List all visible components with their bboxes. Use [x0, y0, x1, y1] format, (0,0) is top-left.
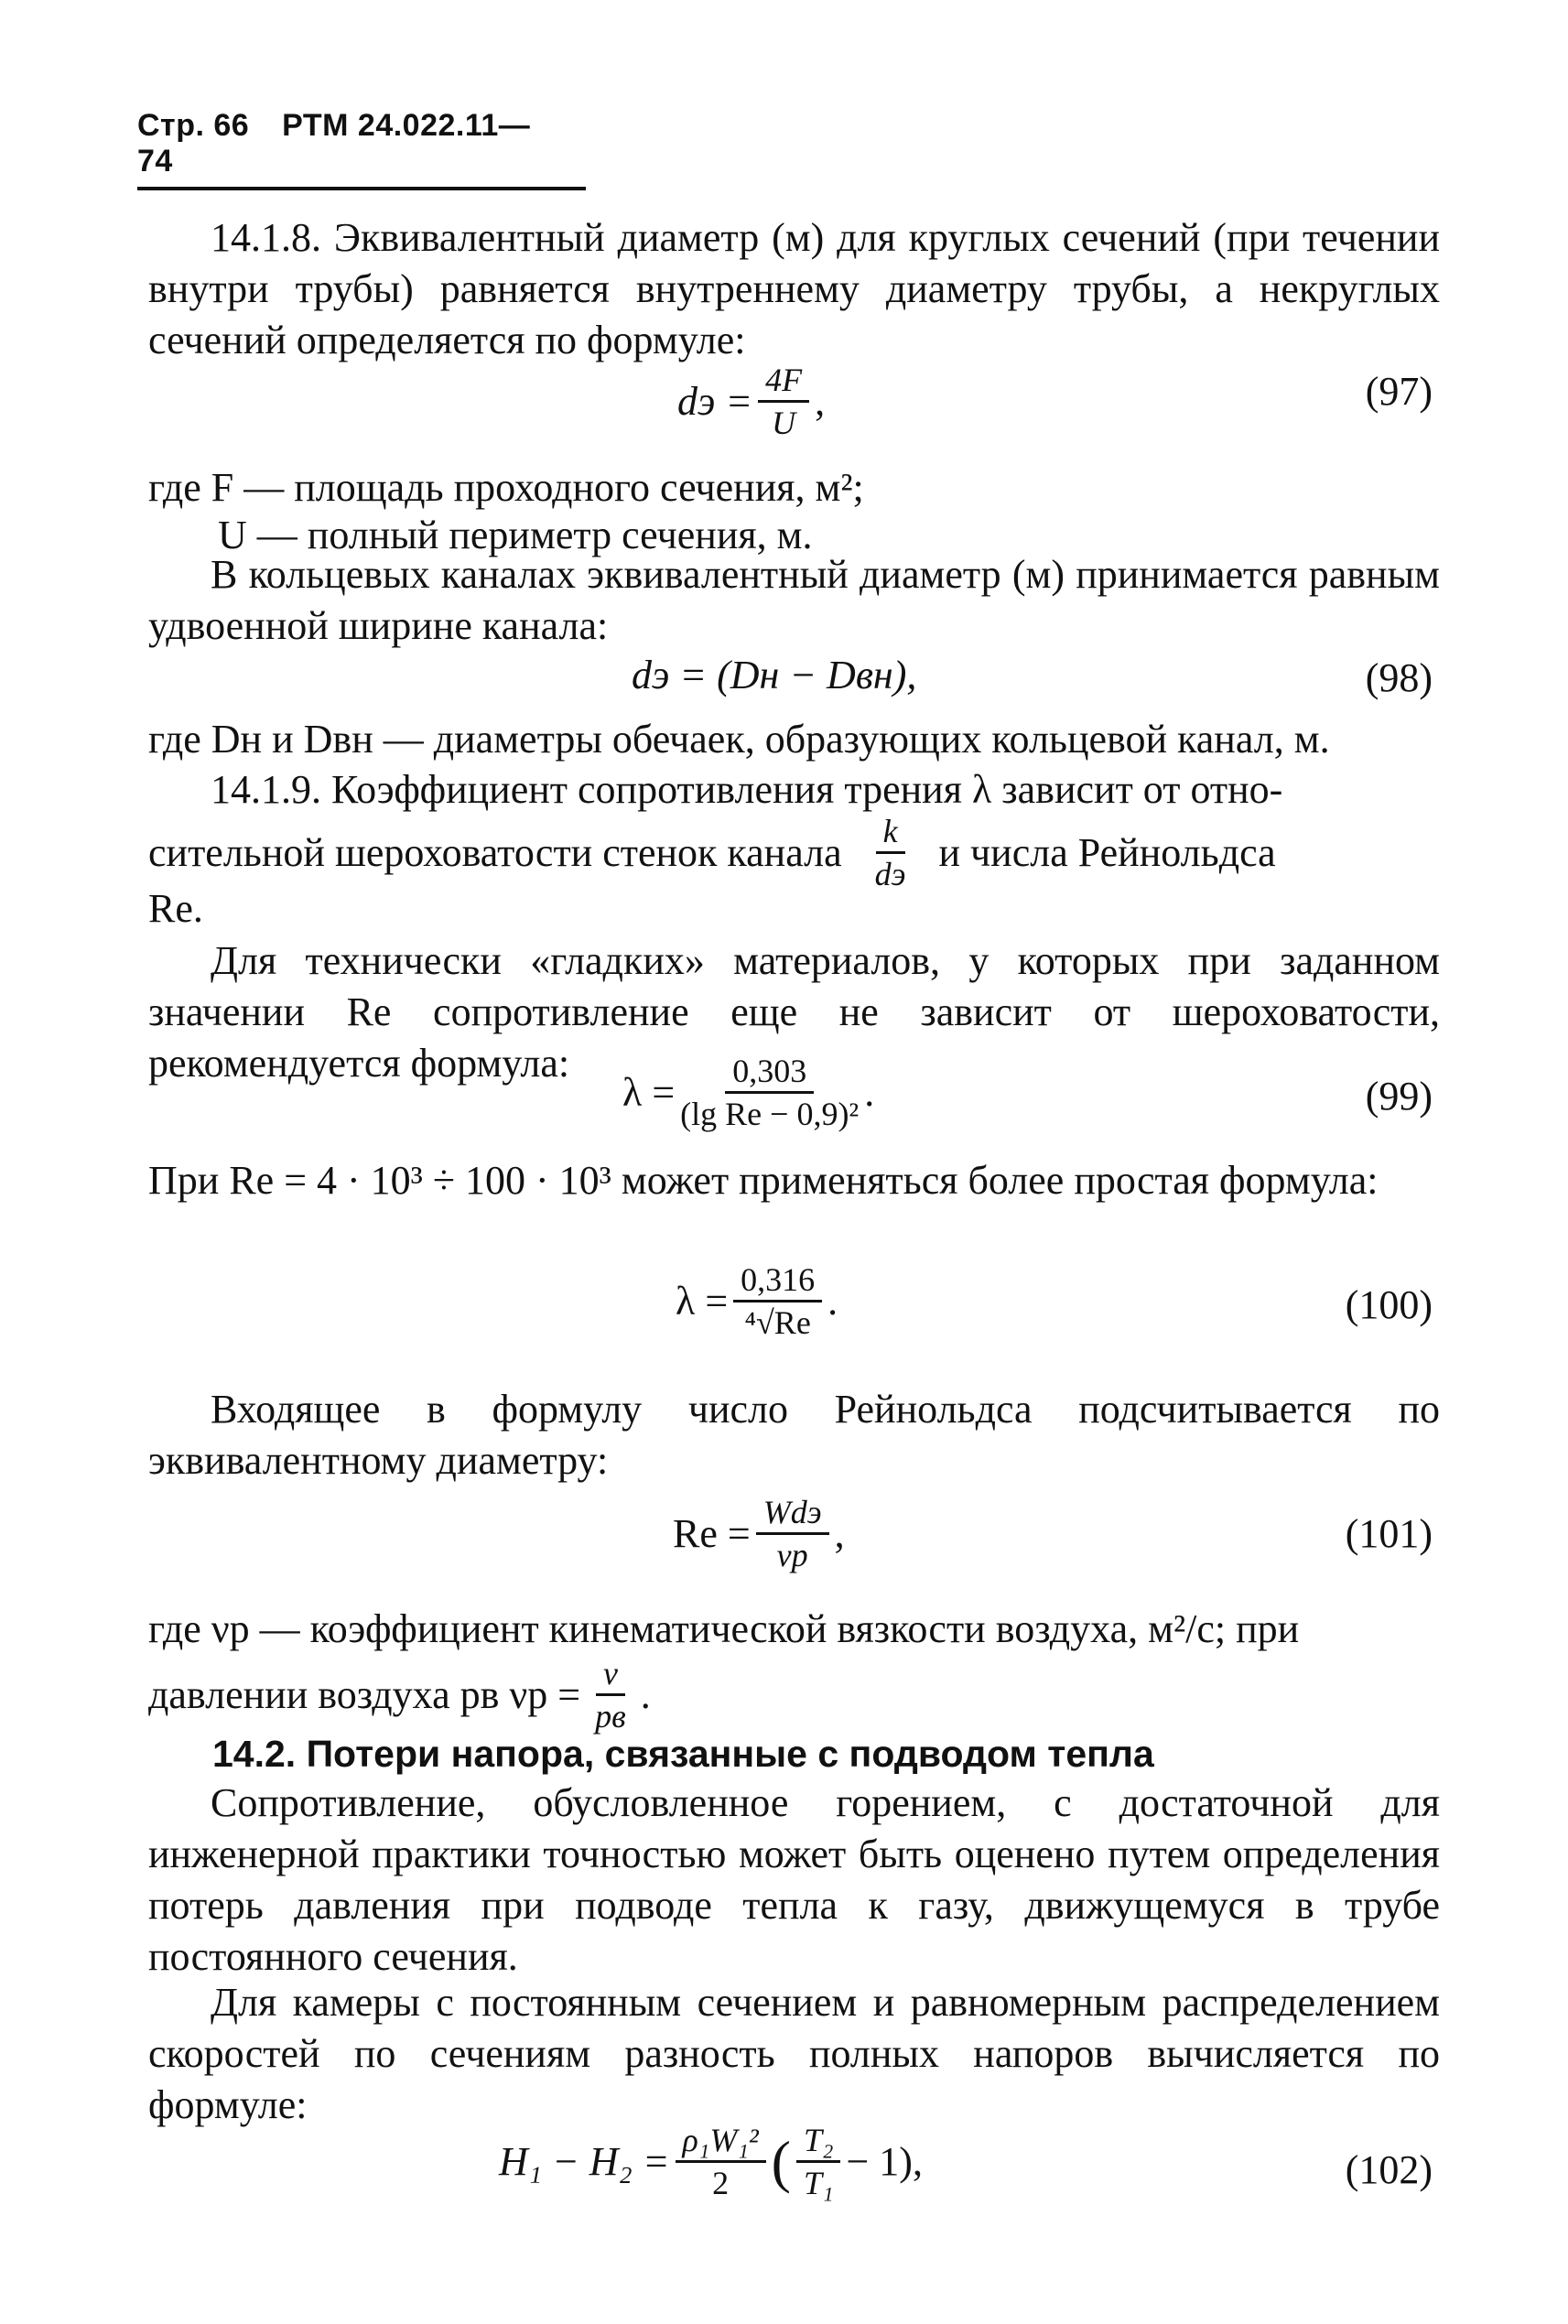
formula-97-denominator: U: [772, 405, 796, 441]
page-number: Стр. 66: [137, 108, 250, 143]
formula-101-tail: ,: [834, 1511, 845, 1556]
where-98-line: где Dн и Dвн — диаметры обечаек, образующих кольцевой канал, м.: [148, 717, 1330, 762]
paragraph-smooth-materials: Для технически «гладких» материалов, у которых при заданном значении Re сопротивление еще не зависит от шероховатости, рекомендуется формула:: [148, 938, 1440, 1086]
equation-number-101: (101): [1345, 1511, 1433, 1556]
where-97-line2: U — полный периметр сечения, м.: [218, 513, 813, 557]
formula-102-lhs: H₁ − H₂ =: [499, 2139, 670, 2184]
formula-100-lhs: λ =: [676, 1279, 729, 1324]
formula-100-fraction: [733, 1261, 822, 1341]
formula-101-fraction: [756, 1494, 829, 1573]
formula-97-tail: ,: [815, 379, 826, 424]
page-header: [137, 108, 586, 190]
equation-number-98: (98): [1365, 655, 1433, 700]
paragraph-simple-formula: При Re = 4 · 10³ ÷ 100 · 10³ может применяться более простая формула:: [148, 1158, 1379, 1203]
document-code: РТМ 24.022.11—74: [137, 108, 531, 178]
formula-99-denominator: (lg Re − 0,9)²: [680, 1096, 860, 1132]
formula-97: [677, 362, 825, 441]
paragraph-14-1-9-line3: Re.: [148, 886, 203, 931]
formula-101-lhs: Re =: [673, 1511, 751, 1556]
formula-102-denominator-1: 2: [712, 2165, 730, 2201]
formula-102-fraction-1: [676, 2122, 766, 2201]
formula-102-open-paren: (: [771, 2128, 791, 2194]
formula-97-fraction: [758, 362, 809, 441]
formula-98-expr: dэ = (Dн − Dвн),: [632, 653, 917, 697]
formula-100-tail: .: [827, 1279, 838, 1324]
paragraph-annular-channels: В кольцевых каналах эквивалентный диаметр (м) принимается равным удвоенной ширине канала:: [148, 552, 1440, 648]
formula-99-numerator: 0,303: [725, 1053, 814, 1094]
formula-99-lhs: λ =: [622, 1070, 676, 1115]
roughness-text-pre: сительной шероховатости стенок канала: [148, 829, 842, 875]
viscosity-line2: [148, 1655, 651, 1735]
formula-99-tail: .: [864, 1070, 875, 1115]
viscosity-numerator: ν: [596, 1655, 625, 1696]
formula-102-tail: − 1),: [846, 2139, 923, 2184]
paragraph-chamber: Для камеры с постоянным сечением и равномерным распределением скоростей по сечениям разность полных напоров вычисляется по формуле:: [148, 1980, 1440, 2127]
viscosity-text-post: .: [640, 1671, 651, 1717]
equation-number-97: (97): [1365, 369, 1433, 414]
where-97-line1: где F — площадь проходного сечения, м²;: [148, 465, 864, 510]
formula-97-lhs: dэ =: [677, 379, 753, 424]
roughness-denominator: dэ: [874, 856, 906, 892]
formula-99-fraction: [680, 1053, 859, 1132]
paragraph-combustion-resistance: Сопротивление, обусловленное горением, с достаточной для инженерной практики точностью может быть оценено путем определения потерь давления при подводе тепла к газу, движущемуся в трубе постоянного сечения.: [148, 1780, 1440, 1979]
formula-98: [632, 652, 916, 698]
formula-102-numerator-1: ρ₁W₁²: [676, 2122, 766, 2163]
formula-102: [499, 2122, 923, 2201]
formula-101-numerator: Wdэ: [756, 1494, 829, 1535]
equation-number-102: (102): [1345, 2147, 1433, 2192]
roughness-text-post: и числа Рейнольдса: [938, 829, 1276, 875]
formula-102-numerator-2: T₂: [796, 2122, 841, 2163]
formula-100: [676, 1261, 838, 1341]
equation-number-100: (100): [1345, 1282, 1433, 1327]
viscosity-text-pre: давлении воздуха pв νр =: [148, 1671, 581, 1717]
formula-99: [622, 1053, 874, 1132]
equation-number-99: (99): [1365, 1074, 1433, 1119]
roughness-numerator: k: [876, 813, 905, 854]
paragraph-14-1-9-line1: 14.1.9. Коэффициент сопротивления трения λ зависит от отно-: [211, 767, 1283, 812]
viscosity-fraction: [595, 1655, 626, 1735]
formula-100-numerator: 0,316: [733, 1261, 822, 1303]
formula-101-denominator: νр: [776, 1537, 808, 1573]
formula-102-fraction-2: [796, 2122, 841, 2201]
paragraph-14-1-9-line2: [148, 813, 1276, 892]
section-heading-14-2: 14.2. Потери напора, связанные с подводом тепла: [212, 1733, 1154, 1775]
paragraph-14-1-8: 14.1.8. Эквивалентный диаметр (м) для круглых сечений (при течении внутри трубы) равняется внутреннему диаметру трубы, а некруглых сечений определяется по формуле:: [148, 215, 1440, 362]
formula-101: [673, 1494, 845, 1573]
formula-102-denominator-2: T₁: [803, 2165, 834, 2201]
paragraph-reynolds: Входящее в формулу число Рейнольдса подсчитывается по эквивалентному диаметру:: [148, 1387, 1440, 1483]
roughness-fraction: [875, 813, 906, 892]
formula-100-denominator: ⁴√Re: [744, 1304, 811, 1341]
viscosity-denominator: pв: [595, 1698, 626, 1735]
viscosity-line1: где νр — коэффициент кинематической вязкости воздуха, м²/с; при: [148, 1606, 1300, 1651]
formula-97-numerator: 4F: [758, 362, 809, 403]
